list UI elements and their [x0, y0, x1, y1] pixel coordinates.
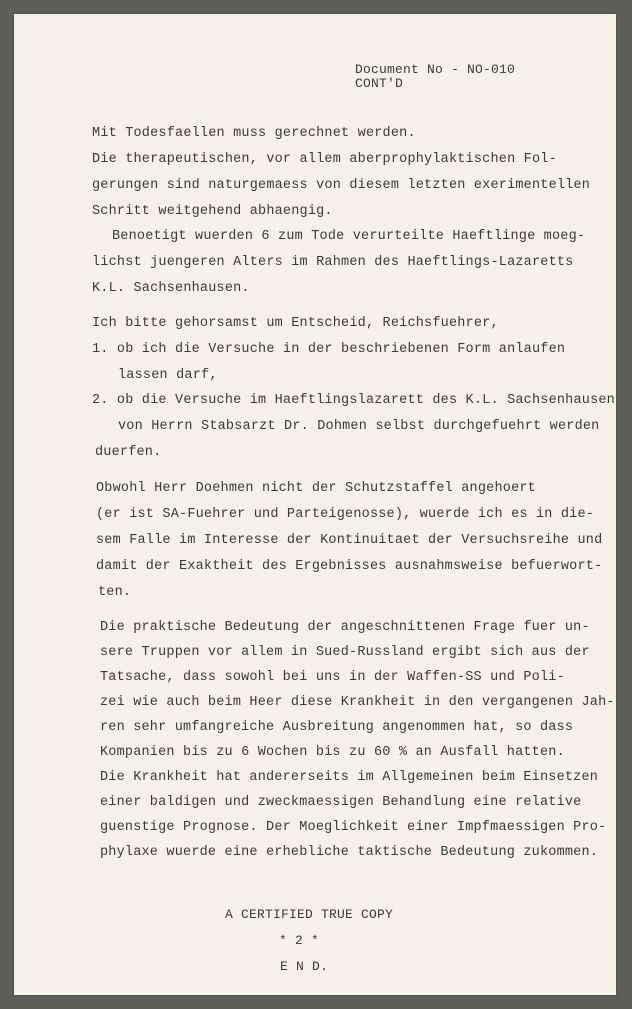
- text-line: Kompanien bis zu 6 Wochen bis zu 60 % an Ausfall hatten.: [100, 745, 565, 760]
- text-line: Ich bitte gehorsamst um Entscheid, Reichsfuehrer,: [92, 316, 499, 331]
- text-line: sere Truppen vor allem in Sued-Russland ergibt sich aus der: [100, 645, 590, 660]
- text-line: Tatsache, dass sowohl bei uns in der Waffen-SS und Poli-: [100, 670, 565, 685]
- list-item: 1. ob ich die Versuche in der beschriebenen Form anlaufen: [92, 342, 566, 357]
- text-line: gerungen sind naturgemaess von diesem letzten exerimentellen: [92, 178, 591, 193]
- list-item: 2. ob die Versuche im Haeftlingslazarett des K.L. Sachsenhausen: [92, 393, 615, 408]
- text-line: Die praktische Bedeutung der angeschnittenen Frage fuer un-: [100, 620, 590, 635]
- text-line: Die therapeutischen, vor allem aberprophylaktischen Fol-: [92, 152, 557, 167]
- document-number: Document No - NO-010: [355, 62, 516, 77]
- text-line: duerfen.: [95, 445, 162, 460]
- text-line: K.L. Sachsenhausen.: [92, 281, 250, 296]
- text-line: Benoetigt wuerden 6 zum Tode verurteilte Haeftlinge moeg-: [112, 229, 586, 244]
- text-line: phylaxe wuerde eine erhebliche taktische Bedeutung zukommen.: [100, 845, 599, 860]
- certification-stamp: A CERTIFIED TRUE COPY: [225, 907, 394, 922]
- text-line: Mit Todesfaellen muss gerechnet werden.: [92, 126, 416, 141]
- text-line: Obwohl Herr Doehmen nicht der Schutzstaffel angehoert: [96, 481, 536, 496]
- text-line: sem Falle im Interesse der Kontinuitaet der Versuchsreihe und: [96, 533, 603, 548]
- text-line: Die Krankheit hat andererseits im Allgemeinen beim Einsetzen: [100, 770, 599, 785]
- text-line: von Herrn Stabsarzt Dr. Dohmen selbst durchgefuehrt werden: [118, 419, 600, 434]
- text-line: einer baldigen und zweckmaessigen Behandlung eine relative: [100, 795, 582, 810]
- text-line: lichst juengeren Alters im Rahmen des Haeftlings-Lazaretts: [92, 255, 574, 270]
- text-line: (er ist SA-Fuehrer und Parteigenosse), wuerde ich es in die-: [96, 507, 595, 522]
- end-mark: E N D.: [280, 959, 329, 974]
- text-line: ren sehr umfangreiche Ausbreitung angenommen hat, so dass: [100, 720, 574, 735]
- text-line: Schritt weitgehend abhaengig.: [92, 204, 333, 219]
- text-line: ten.: [98, 585, 132, 600]
- text-line: zei wie auch beim Heer diese Krankheit in den vergangenen Jah-: [100, 695, 615, 710]
- document-page: [14, 14, 616, 995]
- text-line: lassen darf,: [118, 368, 218, 383]
- page-number: * 2 *: [279, 933, 320, 948]
- text-line: guenstige Prognose. Der Moeglichkeit einer Impfmaessigen Pro-: [100, 820, 607, 835]
- continued-mark: CONT'D: [355, 76, 404, 91]
- text-line: damit der Exaktheit des Ergebnisses ausnahmsweise befuerwort-: [96, 559, 603, 574]
